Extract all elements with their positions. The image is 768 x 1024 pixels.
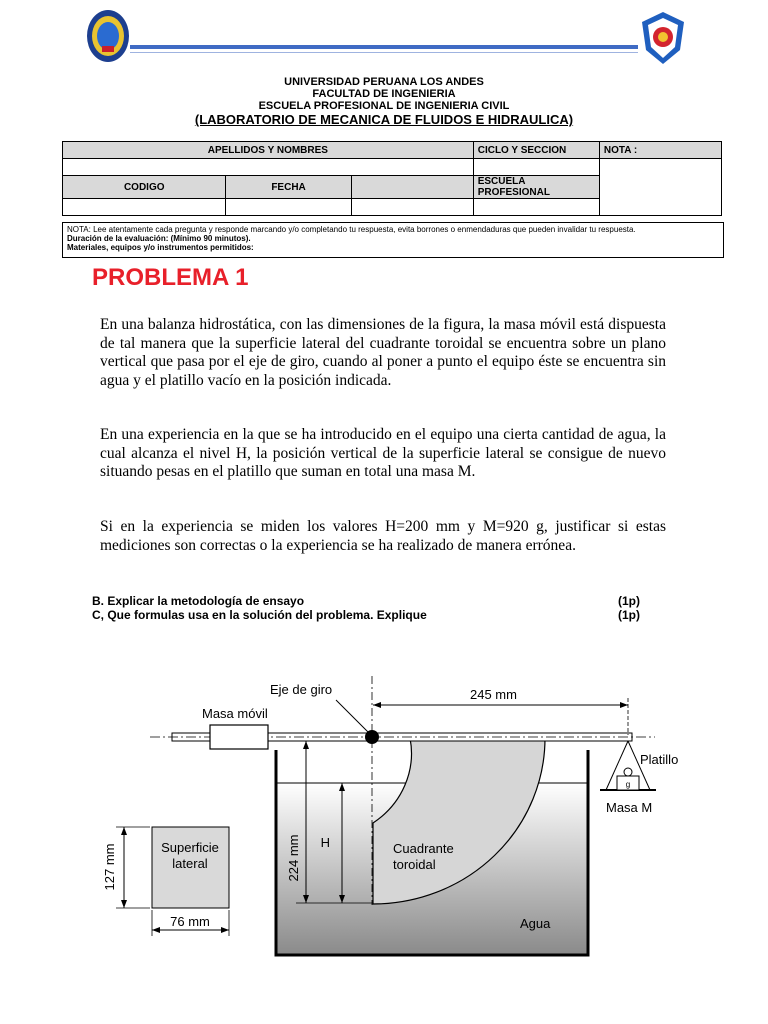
lab-name: (LABORATORIO DE MECANICA DE FLUIDOS E HIDRAULICA) xyxy=(194,112,574,127)
names-label: APELLIDOS Y NOMBRES xyxy=(63,142,474,159)
mobile-mass-block xyxy=(210,725,268,749)
pivot-leader xyxy=(336,700,368,732)
question-b-text: B. Explicar la metodología de ensayo xyxy=(92,594,305,608)
cycle-field[interactable] xyxy=(473,159,599,176)
lateral-surface-label-1: Superficie xyxy=(161,840,219,855)
water-label: Agua xyxy=(520,916,551,931)
university-logo-left xyxy=(85,8,131,64)
header-rule xyxy=(130,45,638,49)
quadrant-label-2: toroidal xyxy=(393,857,436,872)
school-name: ESCUELA PROFESIONAL DE INGENIERIA CIVIL xyxy=(258,100,510,112)
date-field[interactable] xyxy=(226,199,351,216)
blank-shaded-cell xyxy=(351,176,473,199)
height-127-label: 127 mm xyxy=(102,843,117,891)
question-b xyxy=(92,594,640,608)
grade-field[interactable] xyxy=(599,159,721,216)
pivot-label: Eje de giro xyxy=(270,682,333,697)
code-field[interactable] xyxy=(63,199,226,216)
problem-paragraph-1: En una balanza hidrostática, con las dimensiones de la figura, la masa móvil está dispuesta de tal manera que la superficie lateral del cuadrante toroidal se encuentra sobre un plano vertical que pasa por el eje de giro, cuando al poner a punto el equipo éste se encuentra sin agua y el platillo vacío en la posición indicada. xyxy=(100,316,666,389)
d76-arrow-left xyxy=(152,927,160,933)
problem-paragraph-3: Si en la experiencia se miden los valores H=200 mm y M=920 g, justificar si estas mediciones son correctas o la experiencia se ha realizado de manera errónea. xyxy=(100,518,666,554)
problem-title: PROBLEMA 1 xyxy=(92,264,249,291)
question-c-points: (1p) xyxy=(618,608,640,622)
arm-length-label: 245 mm xyxy=(470,687,517,702)
date-label: FECHA xyxy=(226,176,351,199)
question-c-text: C, Que formulas usa en la solución del problema. Explique xyxy=(92,608,427,622)
university-logo-right xyxy=(638,10,688,66)
d127-arrow-top xyxy=(121,827,127,835)
instructions-note xyxy=(62,222,724,258)
pan-label: Platillo xyxy=(640,752,679,767)
student-info-form xyxy=(62,141,722,216)
header-rule-thin xyxy=(130,52,638,53)
arm-dimension-arrow-left xyxy=(373,702,381,708)
weight-icon-letter: g xyxy=(625,780,631,789)
question-b-points: (1p) xyxy=(618,594,640,608)
height-224-label: 224 mm xyxy=(286,834,301,882)
cycle-label: CICLO Y SECCION xyxy=(473,142,599,159)
arm-dimension-arrow-right xyxy=(620,702,628,708)
university-name: UNIVERSIDAD PERUANA LOS ANDES xyxy=(284,76,484,88)
note-line-1: NOTA: Lee atentamente cada pregunta y responde marcando y/o completando tu respuesta, evita borrones o enmendaduras que pueden invalidar tu respuesta. xyxy=(67,225,636,234)
d76-arrow-right xyxy=(221,927,229,933)
mobile-mass-label: Masa móvil xyxy=(202,706,268,721)
d127-arrow-bottom xyxy=(121,900,127,908)
extra-field[interactable] xyxy=(351,199,473,216)
faculty-name: FACULTAD DE INGENIERIA xyxy=(312,88,456,100)
weight-handle xyxy=(624,768,632,776)
h-label: H xyxy=(320,835,330,850)
hydrostatic-balance-figure xyxy=(0,670,768,1020)
code-label: CODIGO xyxy=(63,176,226,199)
quadrant-label-1: Cuadrante xyxy=(393,841,454,856)
d224-arrow-top xyxy=(303,741,309,749)
school-field[interactable] xyxy=(473,199,599,216)
question-c xyxy=(92,608,640,622)
problem-paragraph-2: En una experiencia en la que se ha introducido en el equipo una cierta cantidad de agua, la cual alcanza el nivel H, la posición vertical de la superficie lateral se consigue de nuevo situando pesas en el platillo que suman en total una masa M. xyxy=(100,426,666,480)
note-line-3: Materiales, equipos y/o instrumentos permitidos: xyxy=(67,243,254,252)
width-76-label: 76 mm xyxy=(170,914,210,929)
mass-m-label: Masa M xyxy=(606,800,653,815)
school-label: ESCUELA PROFESIONAL xyxy=(473,176,599,199)
lateral-surface-label-2: lateral xyxy=(172,856,208,871)
note-line-2: Duración de la evaluación: (Mínimo 90 minutos). xyxy=(67,234,251,243)
grade-label: NOTA : xyxy=(599,142,721,159)
names-field[interactable] xyxy=(63,159,474,176)
